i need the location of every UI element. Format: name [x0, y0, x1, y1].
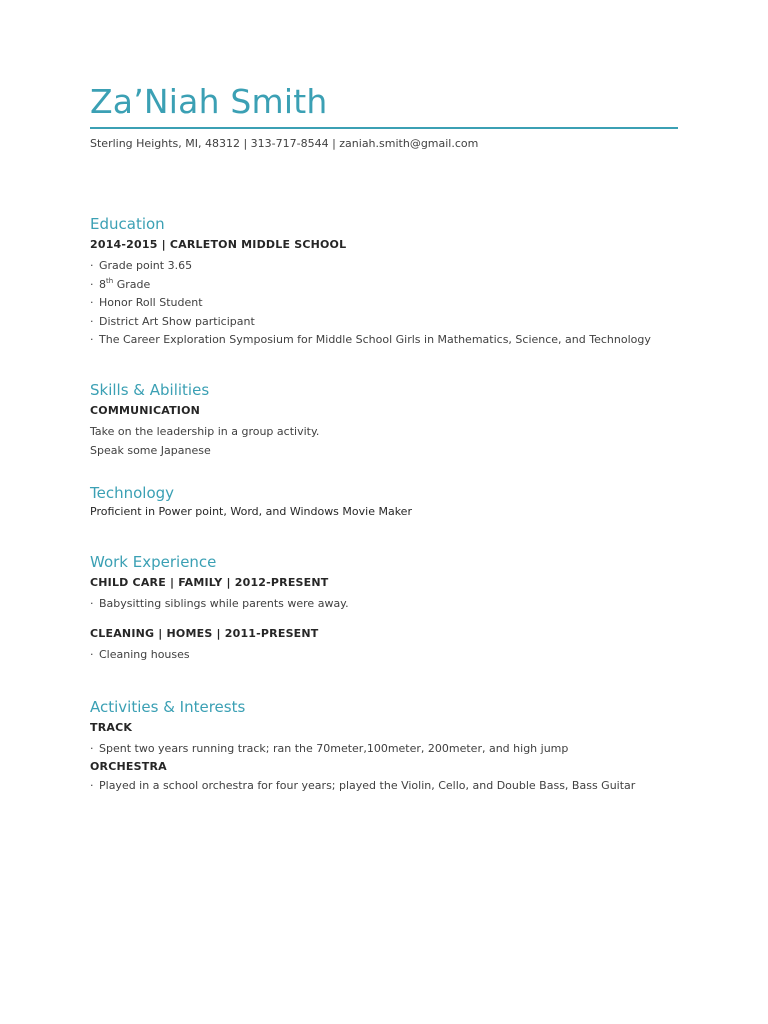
grade-number: 8 — [99, 277, 106, 291]
technology-text: Proficient in Power point, Word, and Windows Movie Maker — [90, 505, 412, 518]
bullet-icon: · — [90, 742, 94, 755]
skills-section — [90, 380, 690, 460]
list-item: · Grade point 3.65 — [90, 257, 690, 276]
list-item: · The Career Exploration Symposium for Middle School Girls in Mathematics, Science, and Technology — [90, 331, 690, 350]
activities-heading: Activities & Interests — [90, 698, 246, 716]
list-item: · Cleaning houses — [90, 646, 690, 665]
grade-superscript: th — [106, 276, 114, 285]
education-list — [90, 257, 690, 350]
technology-section — [90, 483, 690, 522]
list-item — [90, 276, 690, 295]
bullet-icon: · — [90, 333, 94, 346]
job-list — [90, 646, 690, 665]
technology-heading: Technology — [90, 484, 175, 502]
activities-section — [90, 697, 690, 795]
list-item: · Babysitting siblings while parents were away. — [90, 595, 690, 614]
bullet-icon: · — [90, 277, 94, 291]
bullet-icon: · — [90, 296, 94, 309]
bullet-icon: · — [90, 259, 94, 272]
activity-title: TRACK — [90, 721, 133, 734]
activity-title: ORCHESTRA — [90, 759, 167, 773]
contact-line: Sterling Heights, MI, 48312 | 313-717-8544 | zaniah.smith@gmail.com — [90, 137, 479, 150]
skills-subhead: COMMUNICATION — [90, 404, 201, 417]
activity-list — [90, 740, 690, 759]
list-item: · District Art Show participant — [90, 313, 690, 332]
job-list — [90, 595, 690, 614]
candidate-name: Za’Niah Smith — [90, 82, 328, 121]
list-item: · Spent two years running track; ran the 70meter,100meter, 200meter, and high jump — [90, 740, 690, 759]
bullet-icon: · — [90, 314, 94, 328]
bullet-icon: · — [90, 647, 94, 661]
skills-heading: Skills & Abilities — [90, 381, 210, 399]
bullet-icon: · — [90, 778, 94, 792]
list-item: · Played in a school orchestra for four years; played the Violin, Cello, and Double Bass, Bass Guitar — [90, 777, 690, 796]
list-item: · Honor Roll Student — [90, 294, 690, 313]
skills-line: Speak some Japanese — [90, 443, 211, 457]
education-school: 2014-2015 | CARLETON MIDDLE SCHOOL — [90, 238, 347, 251]
skills-line: Take on the leadership in a group activity. — [90, 425, 320, 438]
activity-list — [90, 777, 690, 796]
education-heading: Education — [90, 215, 165, 233]
work-section — [90, 552, 690, 664]
grade-word: Grade — [116, 277, 151, 291]
skills-lines — [90, 423, 690, 460]
bullet-icon: · — [90, 597, 94, 610]
education-section — [90, 214, 690, 350]
header-divider — [90, 127, 678, 129]
work-heading: Work Experience — [90, 553, 217, 571]
job-title: CLEANING | HOMES | 2011-PRESENT — [90, 626, 319, 640]
job-title: CHILD CARE | FAMILY | 2012-PRESENT — [90, 576, 329, 589]
